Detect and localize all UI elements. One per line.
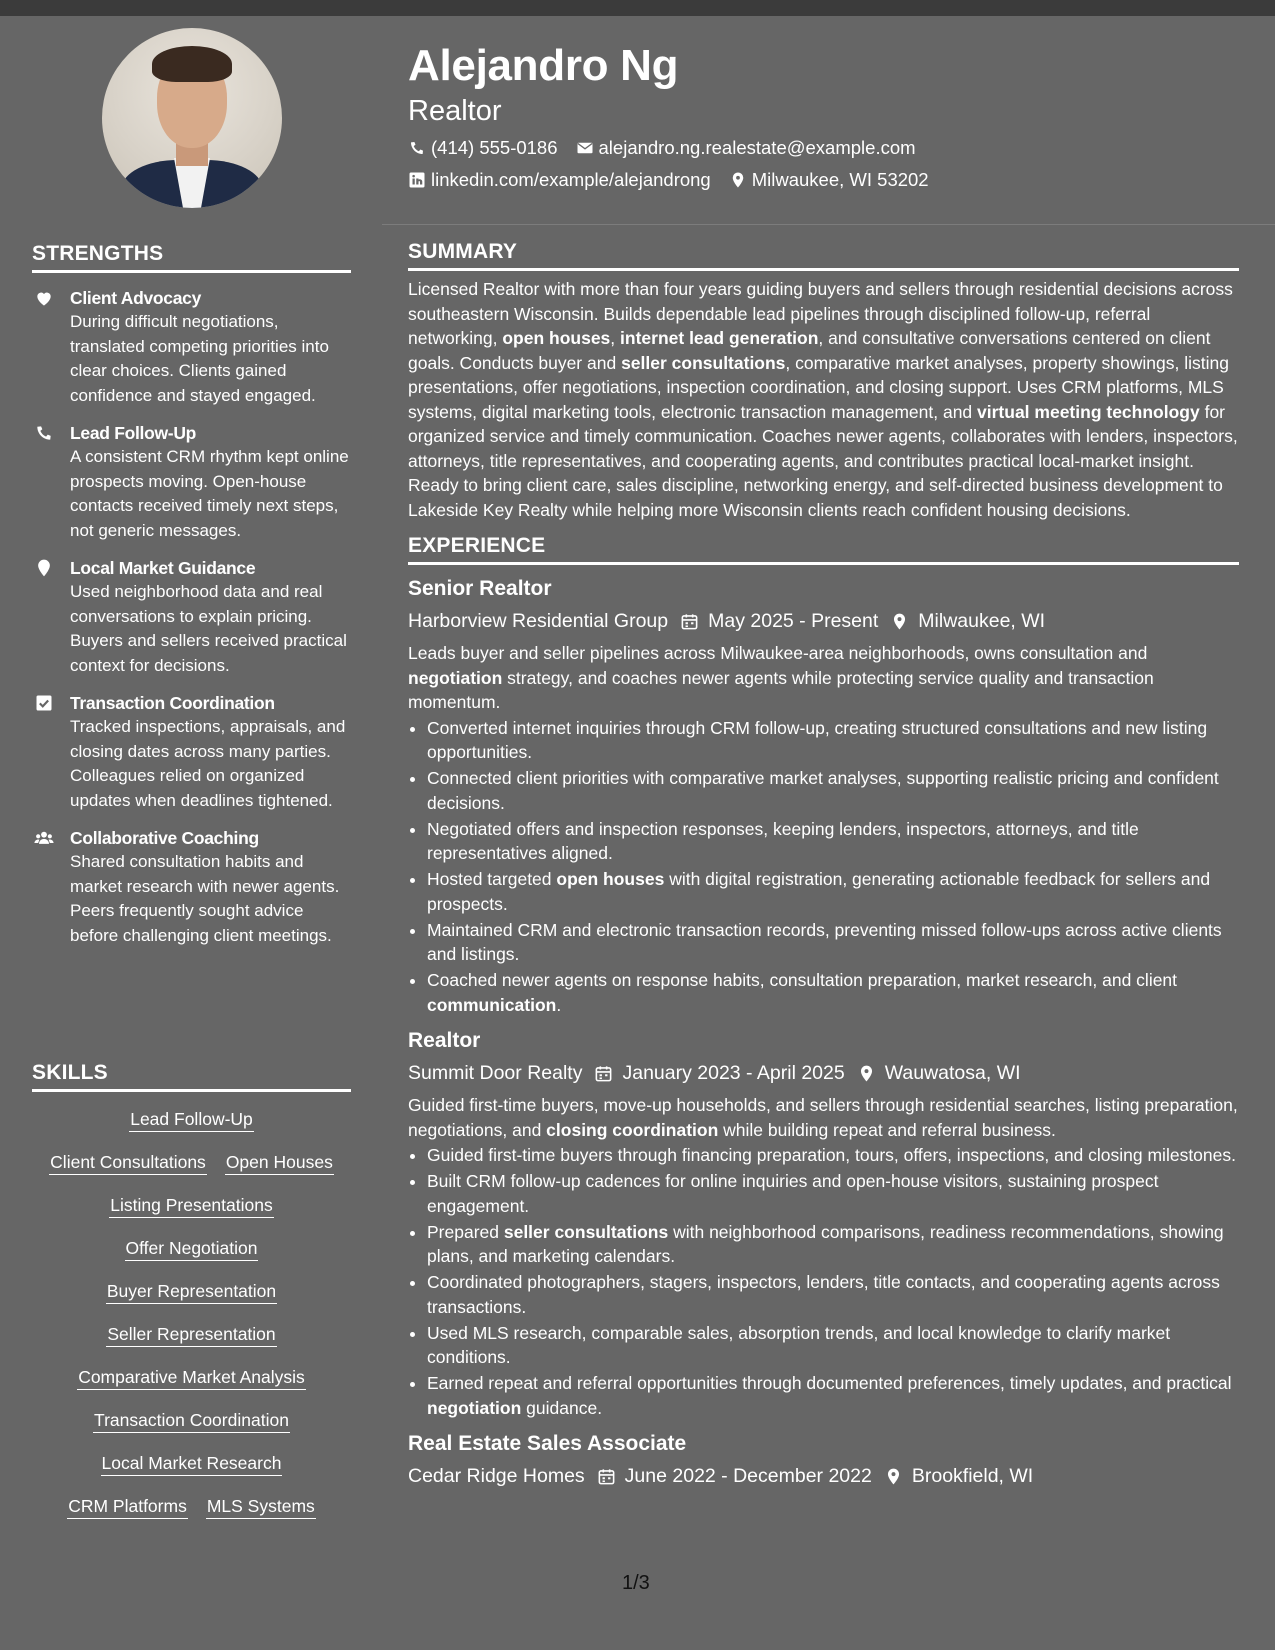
job-description: Leads buyer and seller pipelines across Milwaukee-area neighborhoods, owns consultation and negotiation strategy, and coaches newer agents while protecting service quality and transaction momentum. (408, 643, 1154, 712)
bullet-item: • Coached newer agents on response habits, consultation preparation, market research, and client communication. (427, 968, 1239, 1017)
job-dates: June 2022 - December 2022 (624, 1465, 872, 1487)
skill-tag: MLS Systems (206, 1495, 316, 1519)
strength-desc: A consistent CRM rhythm kept online prospects moving. Open-house contacts received timely next steps, not generic messages. (70, 447, 349, 540)
strength-item (32, 826, 351, 948)
email-text: alejandro.ng.realestate@example.com (598, 137, 916, 158)
strength-name: Lead Follow-Up (70, 423, 197, 443)
bullet-item: • Prepared seller consultations with neighborhood comparisons, readiness recommendations, showing plans, and marketing calendars. (427, 1220, 1239, 1269)
map-pin-icon (857, 1064, 876, 1083)
envelope-icon (576, 139, 594, 157)
users-icon (34, 828, 54, 848)
linkedin-text: linkedin.com/example/alejandrong (431, 169, 711, 190)
job-bullets (408, 716, 1239, 1018)
linkedin-contact[interactable] (408, 168, 711, 192)
skill-tag: Comparative Market Analysis (77, 1366, 306, 1390)
bullet-item: • Coordinated photographers, stagers, inspectors, lenders, title contacts, and cooperating agents across transactions. (427, 1270, 1239, 1319)
job-title: Senior Realtor (408, 577, 552, 600)
job-entry (408, 575, 1239, 1017)
strength-item (32, 286, 351, 408)
calendar-icon (594, 1064, 613, 1083)
bullet-item: • Maintained CRM and electronic transaction records, preventing missed follow-ups across active clients and listings. (427, 918, 1239, 967)
company-name: Harborview Residential Group (408, 610, 669, 632)
main-column (408, 240, 1239, 1490)
skill-tag: Transaction Coordination (93, 1409, 290, 1433)
candidate-name: Alejandro Ng (408, 41, 679, 90)
header-divider (382, 224, 1275, 225)
company-name: Summit Door Realty (408, 1062, 583, 1084)
skill-tag: Open Houses (225, 1151, 334, 1175)
bullet-item: • Converted internet inquiries through CRM follow-up, creating structured consultations and new listing opportunities. (427, 716, 1239, 765)
calendar-icon (597, 1467, 616, 1486)
bullet-item: • Negotiated offers and inspection responses, keeping lenders, inspectors, attorneys, and title representatives aligned. (427, 817, 1239, 866)
top-bar (0, 0, 1275, 16)
strength-name: Client Advocacy (70, 288, 202, 308)
skill-tag: Seller Representation (106, 1323, 276, 1347)
job-bullets (408, 1143, 1239, 1420)
page-number: 1/3 (622, 1572, 650, 1594)
skill-tag: Lead Follow-Up (129, 1108, 254, 1132)
bullet-item: • Guided first-time buyers through financing preparation, tours, offers, inspections, and closing milestones. (427, 1143, 1239, 1168)
skill-tag: Listing Presentations (109, 1194, 273, 1218)
job-location: Milwaukee, WI (918, 610, 1046, 632)
strength-desc: During difficult negotiations, translated competing priorities into clear choices. Clients gained confidence and stayed engaged. (70, 312, 329, 405)
strength-name: Local Market Guidance (70, 558, 256, 578)
strength-desc: Used neighborhood data and real conversations to explain pricing. Buyers and sellers received practical context for decisions. (70, 582, 347, 675)
location-contact (729, 168, 929, 192)
skill-tag: CRM Platforms (67, 1495, 188, 1519)
job-title: Realtor (408, 1029, 481, 1052)
bullet-item: • Earned repeat and referral opportunities through documented preferences, timely updates, and practical negotiation guidance. (427, 1371, 1239, 1420)
skills-title: SKILLS (32, 1061, 351, 1092)
map-pin-icon (34, 558, 54, 578)
email-contact[interactable] (576, 136, 916, 160)
phone-icon (408, 139, 426, 157)
bullet-item: • Used MLS research, comparable sales, absorption trends, and local knowledge to clarify market conditions. (427, 1321, 1239, 1370)
phone-text: (414) 555-0186 (431, 137, 558, 158)
bullet-item: • Connected client priorities with comparative market analyses, supporting realistic pricing and confident decisions. (427, 766, 1239, 815)
strength-desc: Shared consultation habits and market research with newer agents. Peers frequently sought advice before challenging client meetings. (70, 852, 340, 945)
job-dates: May 2025 - Present (708, 610, 879, 632)
map-pin-icon (729, 171, 747, 189)
resume-header (408, 40, 1238, 192)
strength-name: Transaction Coordination (70, 693, 275, 713)
strength-desc: Tracked inspections, appraisals, and closing dates across many parties. Colleagues relied on organized updates when deadlines tightened. (70, 717, 346, 810)
strength-item (32, 421, 351, 543)
summary-title: SUMMARY (408, 240, 1239, 271)
skill-tag: Buyer Representation (106, 1280, 277, 1304)
summary-text: Licensed Realtor with more than four years guiding buyers and sellers through residential decisions across southeastern Wisconsin. Builds dependable lead pipelines through disciplined follow-up, referral networking, open houses, internet lead generation, and consultative conversations centered on client goals. Conducts buyer and seller consultations, comparative market analyses, property showings, listing presentations, offer negotiations, inspection coordination, and closing support. Uses CRM platforms, MLS systems, digital marketing tools, electronic transaction management, and virtual meeting technology for organized service and timely communication. Coaches newer agents, collaborates with lenders, inspectors, attorneys, title representatives, and cooperating agents, and contributes practical local-market insight. Ready to bring client care, sales discipline, networking energy, and self-directed business development to Lakeside Key Realty while helping more Wisconsin clients reach confident housing decisions. (408, 279, 1238, 520)
map-pin-icon (890, 612, 909, 631)
calendar-icon (680, 612, 699, 631)
phone-contact[interactable] (408, 136, 558, 160)
strengths-section (32, 242, 351, 948)
profile-photo (102, 28, 282, 208)
job-title: Real Estate Sales Associate (408, 1432, 687, 1455)
linkedin-icon (408, 171, 426, 189)
bullet-item: • Hosted targeted open houses with digital registration, generating actionable feedback for sellers and prospects. (427, 867, 1239, 916)
strength-item (32, 556, 351, 678)
location-text: Milwaukee, WI 53202 (751, 169, 929, 190)
job-dates: January 2023 - April 2025 (622, 1062, 845, 1084)
skill-tag: Client Consultations (49, 1151, 207, 1175)
skill-tag: Local Market Research (101, 1452, 283, 1476)
phone-icon (34, 423, 54, 443)
candidate-role: Realtor (408, 95, 502, 127)
bullet-item: • Built CRM follow-up cadences for online inquiries and open-house visitors, sustaining prospect engagement. (427, 1169, 1239, 1218)
heart-icon (34, 288, 54, 308)
job-location: Brookfield, WI (911, 1465, 1034, 1487)
experience-title: EXPERIENCE (408, 534, 1239, 565)
strength-name: Collaborative Coaching (70, 828, 259, 848)
company-name: Cedar Ridge Homes (408, 1465, 585, 1487)
job-location: Wauwatosa, WI (884, 1062, 1021, 1084)
skill-tag: Offer Negotiation (125, 1237, 259, 1261)
skills-section (32, 1061, 351, 1538)
job-entry (408, 1027, 1239, 1420)
summary-section (408, 240, 1239, 522)
job-description: Guided first-time buyers, move-up households, and sellers through residential searches, listing preparation, negotiations, and closing coordination while building repeat and referral business. (408, 1095, 1238, 1140)
map-pin-icon (884, 1467, 903, 1486)
strength-item (32, 691, 351, 813)
job-entry (408, 1430, 1239, 1490)
checkbox-icon (34, 693, 54, 713)
strengths-title: STRENGTHS (32, 242, 351, 273)
experience-section (408, 534, 1239, 1490)
